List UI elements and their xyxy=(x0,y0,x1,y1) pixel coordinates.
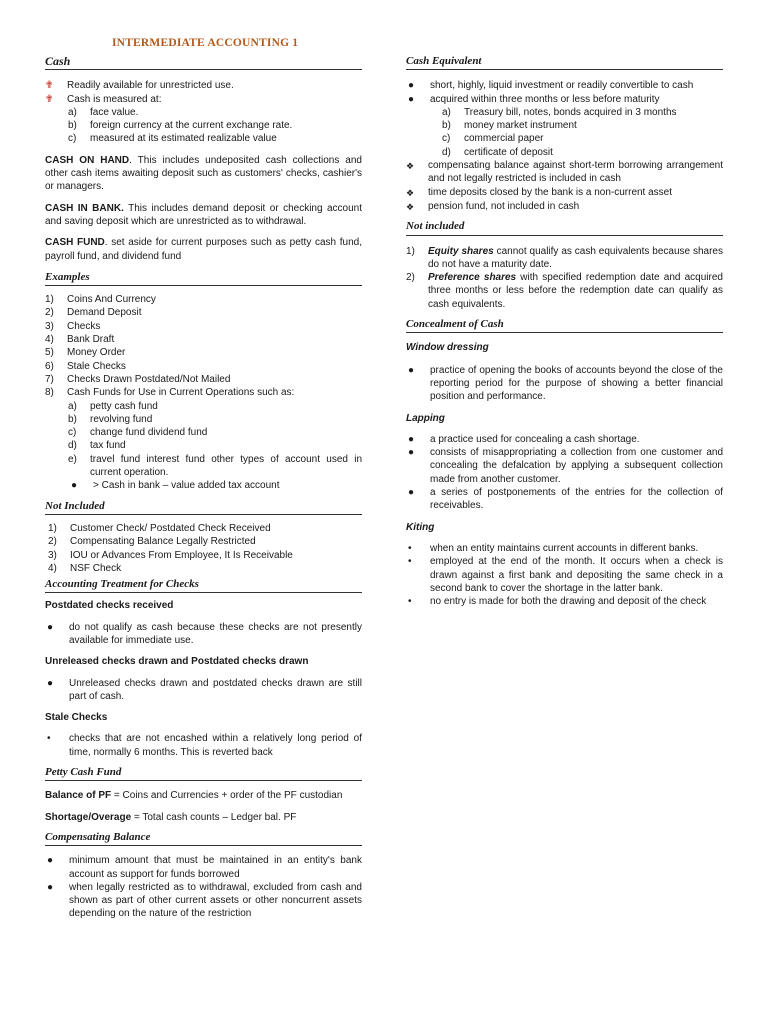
list-marker: 1) xyxy=(48,522,57,534)
list-item xyxy=(406,245,723,272)
arrow-bullet-icon: ✟ xyxy=(45,80,54,92)
bullet-icon: ● xyxy=(71,480,78,492)
list-item xyxy=(45,400,362,413)
list-item-text: commercial paper xyxy=(464,133,544,145)
list-item xyxy=(45,93,362,106)
list-item xyxy=(45,386,362,399)
term: Equity shares xyxy=(428,245,494,257)
list-item-text: Coins And Currency xyxy=(67,294,156,306)
list-item xyxy=(406,486,723,513)
section-heading-concealment: Concealment of Cash xyxy=(406,318,723,333)
list-item xyxy=(45,132,362,145)
list-item-text: pension fund, not included in cash xyxy=(428,200,580,212)
bullet-icon: ● xyxy=(47,855,54,867)
list-item-text: certificate of deposit xyxy=(464,146,553,158)
list-item-text: Cash is measured at: xyxy=(67,93,162,105)
list-item xyxy=(45,106,362,119)
list-item xyxy=(45,562,362,575)
list-item-text: face value. xyxy=(90,106,139,118)
list-item xyxy=(45,549,362,562)
list-item-text: IOU or Advances From Employee, It Is Receivable xyxy=(70,549,293,561)
list-marker: 3) xyxy=(45,320,54,332)
list-item-text: minimum amount that must be maintained in an entity's bank account as support for funds borrowed xyxy=(69,855,362,880)
list-item-text: a series of postponements of the entries for the collection of receivables. xyxy=(430,487,723,512)
list-item xyxy=(45,677,362,704)
list-item-text: do not qualify as cash because these checks are not presently available for immediate use. xyxy=(69,621,362,646)
section-heading-petty-cash-fund: Petty Cash Fund xyxy=(45,766,362,781)
list-item xyxy=(406,93,723,106)
list-item xyxy=(45,522,362,535)
list-item xyxy=(45,621,362,648)
list-item xyxy=(406,186,723,200)
list-item xyxy=(45,119,362,132)
bullet-icon: • xyxy=(47,733,51,745)
list-item-text: Readily available for unrestricted use. xyxy=(67,80,234,92)
bullet-icon: • xyxy=(408,556,412,568)
definition: This includes demand deposit or checking account and saving deposit which are unrestricted as to withdrawal. xyxy=(45,202,362,227)
list-item-text: travel fund interest fund other types of account used in current operation. xyxy=(90,453,362,479)
list-marker: 5) xyxy=(45,347,54,359)
term: CASH ON HAND xyxy=(45,154,130,166)
list-item xyxy=(406,271,723,311)
list-item xyxy=(45,426,362,439)
list-item xyxy=(45,373,362,386)
section-heading-compensating-balance: Compensating Balance xyxy=(45,831,362,846)
term: CASH FUND xyxy=(45,237,105,249)
list-item xyxy=(45,333,362,346)
section-heading-examples: Examples xyxy=(45,271,362,286)
list-item xyxy=(45,360,362,373)
list-item xyxy=(45,306,362,319)
bullet-icon: ● xyxy=(47,621,54,633)
list-item-text xyxy=(428,271,723,311)
list-marker: 2) xyxy=(45,307,54,319)
cash-in-bank-paragraph xyxy=(45,202,362,229)
list-item xyxy=(406,595,723,608)
definition: with specified redemption date and acquired three months or less before the redemption date can qualify as cash equivalents. xyxy=(428,272,723,310)
petty-shortage-formula xyxy=(45,811,362,824)
list-item-text: NSF Check xyxy=(70,562,122,574)
right-column xyxy=(406,55,723,608)
arrow-bullet-icon: ✟ xyxy=(45,93,54,105)
list-marker: 7) xyxy=(45,373,54,385)
bullet-icon: ● xyxy=(408,80,415,92)
list-item-text: a practice used for concealing a cash shortage. xyxy=(430,433,640,445)
section-heading-accounting-treatment: Accounting Treatment for Checks xyxy=(45,578,362,593)
list-item-text: tax fund xyxy=(90,440,126,452)
list-item xyxy=(406,542,723,555)
subheading-stale-checks: Stale Checks xyxy=(45,712,108,724)
list-marker: d) xyxy=(442,146,451,158)
diamond-bullet-icon: ❖ xyxy=(406,161,415,172)
bullet-icon: • xyxy=(408,596,412,608)
list-item xyxy=(406,132,723,145)
definition: = Total cash counts – Ledger bal. PF xyxy=(131,811,297,823)
list-marker: 1) xyxy=(406,245,415,257)
list-item-text: practice of opening the books of accounts beyond the close of the reporting period for the purpose of showing a better financial position and performance. xyxy=(430,364,723,403)
list-marker: b) xyxy=(442,120,451,132)
list-item xyxy=(45,413,362,426)
list-item-text: Demand Deposit xyxy=(67,307,142,319)
list-item xyxy=(45,535,362,548)
list-item-text: compensating balance against short-term borrowing arrangement and not legally restricted is included in cash xyxy=(428,160,723,185)
list-marker: c) xyxy=(442,133,451,145)
list-item xyxy=(406,146,723,159)
list-item xyxy=(406,119,723,132)
section-heading-cash: Cash xyxy=(45,55,362,70)
bullet-icon: ● xyxy=(408,93,415,105)
list-item xyxy=(406,364,723,404)
bullet-icon: ● xyxy=(47,677,54,689)
list-item-text: Checks xyxy=(67,320,101,332)
list-item-text: time deposits closed by the bank is a non-current asset xyxy=(428,186,673,198)
list-item xyxy=(406,79,723,92)
list-item-text: checks that are not encashed within a relatively long period of time, normally 6 months. This is reverted back xyxy=(69,733,362,758)
bullet-icon: ● xyxy=(408,364,415,376)
list-item xyxy=(45,79,362,92)
petty-balance-formula xyxy=(45,789,362,802)
list-marker: e) xyxy=(68,453,77,465)
definition: = Coins and Currencies + order of the PF custodian xyxy=(111,790,343,802)
list-item-text: when an entity maintains current accounts in different banks. xyxy=(430,542,699,554)
list-item xyxy=(406,106,723,119)
bullet-icon: ● xyxy=(408,447,415,459)
left-column xyxy=(45,55,362,921)
list-item-text: short, highly, liquid investment or readily convertible to cash xyxy=(430,80,694,92)
list-marker: d) xyxy=(68,440,77,452)
list-item-text xyxy=(428,245,723,272)
list-item xyxy=(45,732,362,759)
list-item xyxy=(406,159,723,186)
section-heading-not-included: Not Included xyxy=(45,500,362,515)
list-marker: 2) xyxy=(48,536,57,548)
list-item xyxy=(45,453,362,480)
list-item xyxy=(45,293,362,306)
list-item-text: when legally restricted as to withdrawal, excluded from cash and shown as part of other current assets or other noncurrent assets depending on the nature of the restriction xyxy=(69,881,362,920)
list-marker: 2) xyxy=(406,272,415,284)
list-item-text: Unreleased checks drawn and postdated checks drawn are still part of cash. xyxy=(69,677,362,702)
list-item-text: change fund dividend fund xyxy=(90,427,208,439)
list-item-text: money market instrument xyxy=(464,120,577,132)
list-item-text: consists of misappropriating a collection from one customer and concealing the defalcation by applying a subsequent collection made from another customer. xyxy=(430,447,723,485)
definition: cannot qualify as cash equivalents because shares do not have a maturity date. xyxy=(428,245,723,270)
list-item xyxy=(45,346,362,359)
list-marker: 4) xyxy=(48,562,57,574)
list-marker: 6) xyxy=(45,360,54,372)
list-item-text: Money Order xyxy=(67,347,126,359)
list-item-text: no entry is made for both the drawing and deposit of the check xyxy=(430,596,707,608)
list-marker: a) xyxy=(442,106,451,118)
list-item xyxy=(406,555,723,595)
list-item xyxy=(45,881,362,921)
list-marker: 3) xyxy=(48,549,57,561)
definition: . set aside for current purposes such as petty cash fund, payroll fund, and dividend fund xyxy=(45,237,362,262)
bullet-icon: ● xyxy=(408,433,415,445)
list-item xyxy=(406,446,723,486)
list-item-text: revolving fund xyxy=(90,413,153,425)
cash-on-hand-paragraph xyxy=(45,154,362,194)
diamond-bullet-icon: ❖ xyxy=(406,201,415,212)
list-item xyxy=(45,320,362,333)
subheading-lapping: Lapping xyxy=(406,412,445,424)
list-item-text: petty cash fund xyxy=(90,400,158,412)
list-item-text: Bank Draft xyxy=(67,334,115,346)
definition: . This includes undeposited cash collections and other cash items awaiting deposit such as customers' checks, cashier's or managers. xyxy=(45,154,362,193)
page-title: INTERMEDIATE ACCOUNTING 1 xyxy=(112,37,299,49)
list-marker: a) xyxy=(68,106,77,118)
term: Shortage/Overage xyxy=(45,811,132,823)
bullet-icon: • xyxy=(408,542,412,554)
list-item-text: Stale Checks xyxy=(67,360,126,372)
list-item-text: acquired within three months or less before maturity xyxy=(430,93,660,105)
term: Preference shares xyxy=(428,272,517,284)
subheading-postdated: Postdated checks received xyxy=(45,600,174,612)
cash-fund-paragraph xyxy=(45,236,362,263)
list-item xyxy=(406,433,723,446)
list-item-text: Treasury bill, notes, bonds acquired in 3 months xyxy=(464,106,677,118)
diamond-bullet-icon: ❖ xyxy=(406,187,415,198)
bullet-icon: ● xyxy=(47,881,54,893)
list-marker: 4) xyxy=(45,334,54,346)
list-marker: a) xyxy=(68,400,77,412)
list-item-text: Cash Funds for Use in Current Operations such as: xyxy=(67,387,295,399)
list-marker: 1) xyxy=(45,294,54,306)
list-item xyxy=(45,479,362,492)
term: Balance of PF xyxy=(45,790,112,802)
subheading-unreleased: Unreleased checks drawn and Postdated checks drawn xyxy=(45,656,309,668)
list-item-text: Compensating Balance Legally Restricted xyxy=(70,536,256,548)
section-heading-not-included-right: Not included xyxy=(406,220,723,235)
list-item-text: > Cash in bank – value added tax account xyxy=(93,480,280,492)
list-marker: c) xyxy=(68,133,77,145)
list-item-text: Checks Drawn Postdated/Not Mailed xyxy=(67,373,231,385)
term: CASH IN BANK. xyxy=(45,202,124,214)
list-item-text: foreign currency at the current exchange rate. xyxy=(90,120,293,132)
list-item-text: Customer Check/ Postdated Check Received xyxy=(70,522,271,534)
list-marker: b) xyxy=(68,413,77,425)
list-item xyxy=(45,854,362,881)
list-marker: c) xyxy=(68,427,77,439)
section-heading-cash-equivalent: Cash Equivalent xyxy=(406,55,723,70)
bullet-icon: ● xyxy=(408,487,415,499)
list-marker: 8) xyxy=(45,387,54,399)
list-marker: b) xyxy=(68,120,77,132)
list-item xyxy=(406,200,723,214)
subheading-window-dressing: Window dressing xyxy=(406,342,489,354)
list-item-text: employed at the end of the month. It occurs when a check is drawn against a first bank and depositing the same check in a second bank to cover the shortage in the latter bank. xyxy=(430,556,723,594)
list-item-text: measured at its estimated realizable value xyxy=(90,133,277,145)
subheading-kiting: Kiting xyxy=(406,521,435,533)
list-item xyxy=(45,439,362,452)
